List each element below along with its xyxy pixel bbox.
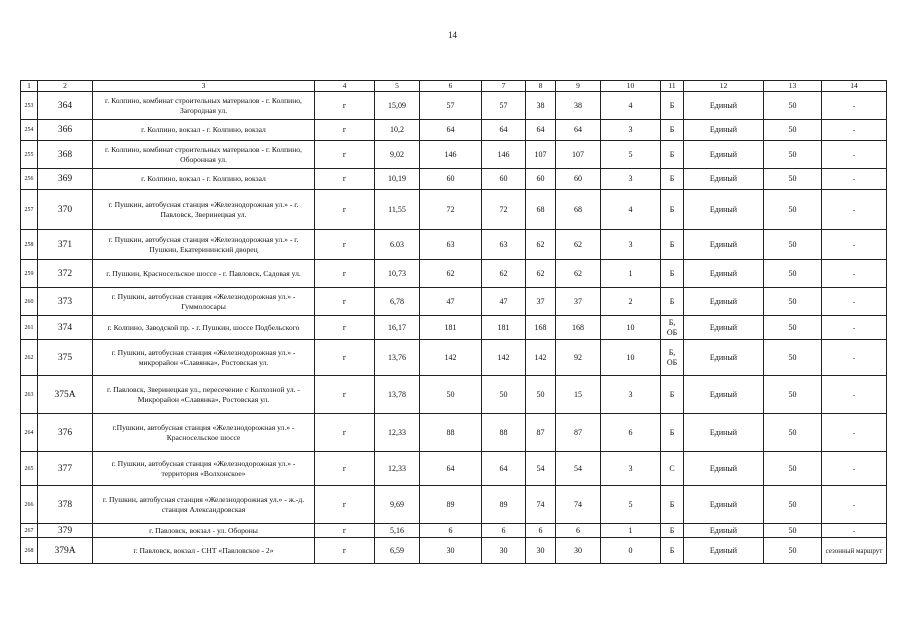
col13-cell: 50 xyxy=(764,190,822,230)
length-km-cell: 5,16 xyxy=(375,524,420,538)
route-number-cell: 375 xyxy=(38,340,93,376)
route-path-cell: г. Пушкин, Красносельское шоссе - г. Павловск, Садовая ул. xyxy=(93,260,315,288)
table-row xyxy=(21,120,887,141)
row-index-cell: 256 xyxy=(21,169,38,190)
col13-cell: 50 xyxy=(764,376,822,414)
col8-cell: 168 xyxy=(526,316,556,340)
route-path-cell: г. Павловск, вокзал - ул. Обороны xyxy=(93,524,315,538)
tariff-cell: Единый xyxy=(684,190,764,230)
table-row xyxy=(21,376,887,414)
col9-cell: 87 xyxy=(556,414,601,452)
col8-cell: 50 xyxy=(526,376,556,414)
route-path-cell: г. Колпино, комбинат строительных материалов - г. Колпино, Загородная ул. xyxy=(93,92,315,120)
col7-cell: 30 xyxy=(482,538,526,564)
col6-cell: 72 xyxy=(420,190,482,230)
col13-cell: 50 xyxy=(764,120,822,141)
route-type-cell: г xyxy=(315,230,375,260)
col9-cell: 107 xyxy=(556,141,601,169)
row-index-cell: 259 xyxy=(21,260,38,288)
col7-cell: 64 xyxy=(482,452,526,486)
col13-cell: 50 xyxy=(764,486,822,524)
vehicle-class-cell: Б xyxy=(661,376,684,414)
row-index-cell: 266 xyxy=(21,486,38,524)
col13-cell: 50 xyxy=(764,288,822,316)
col8-cell: 37 xyxy=(526,288,556,316)
col8-cell: 142 xyxy=(526,340,556,376)
table-row xyxy=(21,141,887,169)
vehicle-class-cell: Б, ОБ xyxy=(661,316,684,340)
route-type-cell: г xyxy=(315,288,375,316)
length-km-cell: 6,59 xyxy=(375,538,420,564)
route-path-cell: г. Колпино, Заводской пр. - г. Пушкин, шоссе Подбельского xyxy=(93,316,315,340)
tariff-cell: Единый xyxy=(684,120,764,141)
col13-cell: 50 xyxy=(764,316,822,340)
column-header: 2 xyxy=(38,81,93,92)
table-row xyxy=(21,524,887,538)
vehicle-class-cell: Б xyxy=(661,524,684,538)
tariff-cell: Единый xyxy=(684,486,764,524)
row-index-cell: 265 xyxy=(21,452,38,486)
route-path-cell: г. Пушкин, автобусная станция «Железнодорожная ул.» - г. Пушкин, Екатерининский дворец xyxy=(93,230,315,260)
col9-cell: 68 xyxy=(556,190,601,230)
tariff-cell: Единый xyxy=(684,230,764,260)
column-header: 7 xyxy=(482,81,526,92)
route-path-cell: г. Колпино, комбинат строительных материалов - г. Колпино, Оборонная ул. xyxy=(93,141,315,169)
table-row xyxy=(21,230,887,260)
col8-cell: 107 xyxy=(526,141,556,169)
length-km-cell: 6,78 xyxy=(375,288,420,316)
col7-cell: 64 xyxy=(482,120,526,141)
route-type-cell: г xyxy=(315,524,375,538)
vehicle-class-cell: Б xyxy=(661,120,684,141)
col9-cell: 92 xyxy=(556,340,601,376)
col7-cell: 47 xyxy=(482,288,526,316)
col13-cell: 50 xyxy=(764,141,822,169)
col6-cell: 64 xyxy=(420,120,482,141)
col9-cell: 168 xyxy=(556,316,601,340)
notes-cell: сезонный маршрут xyxy=(822,538,887,564)
col7-cell: 88 xyxy=(482,414,526,452)
route-path-cell: г. Павловск, Зверинецкая ул., пересечение с Колхозной ул. - Микрорайон «Славянка», Ростовская ул. xyxy=(93,376,315,414)
col9-cell: 15 xyxy=(556,376,601,414)
notes-cell: - xyxy=(822,190,887,230)
route-path-cell: г. Колпино, вокзал - г. Колпино, вокзал xyxy=(93,120,315,141)
tariff-cell: Единый xyxy=(684,316,764,340)
page-number: 14 xyxy=(448,30,457,40)
route-type-cell: г xyxy=(315,340,375,376)
col6-cell: 6 xyxy=(420,524,482,538)
route-type-cell: г xyxy=(315,376,375,414)
table-row xyxy=(21,316,887,340)
col7-cell: 142 xyxy=(482,340,526,376)
col10-cell: 10 xyxy=(601,340,661,376)
tariff-cell: Единый xyxy=(684,92,764,120)
notes-cell: - xyxy=(822,414,887,452)
route-path-cell: г. Пушкин, автобусная станция «Железнодорожная ул.» - микрорайон «Славянка», Ростовская ул. xyxy=(93,340,315,376)
col8-cell: 62 xyxy=(526,230,556,260)
vehicle-class-cell: Б, ОБ xyxy=(661,340,684,376)
length-km-cell: 11,55 xyxy=(375,190,420,230)
col10-cell: 3 xyxy=(601,169,661,190)
tariff-cell: Единый xyxy=(684,538,764,564)
route-number-cell: 379 xyxy=(38,524,93,538)
routes-table xyxy=(20,80,887,564)
col13-cell: 50 xyxy=(764,452,822,486)
notes-cell: - xyxy=(822,141,887,169)
notes-cell: - xyxy=(822,288,887,316)
route-type-cell: г xyxy=(315,316,375,340)
col7-cell: 57 xyxy=(482,92,526,120)
route-number-cell: 370 xyxy=(38,190,93,230)
table-row xyxy=(21,486,887,524)
col9-cell: 62 xyxy=(556,230,601,260)
route-number-cell: 375А xyxy=(38,376,93,414)
col6-cell: 60 xyxy=(420,169,482,190)
table-row xyxy=(21,260,887,288)
col8-cell: 6 xyxy=(526,524,556,538)
col9-cell: 60 xyxy=(556,169,601,190)
vehicle-class-cell: Б xyxy=(661,230,684,260)
length-km-cell: 10,73 xyxy=(375,260,420,288)
col9-cell: 38 xyxy=(556,92,601,120)
col6-cell: 142 xyxy=(420,340,482,376)
vehicle-class-cell: С xyxy=(661,452,684,486)
tariff-cell: Единый xyxy=(684,288,764,316)
column-header: 4 xyxy=(315,81,375,92)
col10-cell: 3 xyxy=(601,120,661,141)
col8-cell: 60 xyxy=(526,169,556,190)
route-type-cell: г xyxy=(315,538,375,564)
col8-cell: 74 xyxy=(526,486,556,524)
col7-cell: 6 xyxy=(482,524,526,538)
column-header: 5 xyxy=(375,81,420,92)
length-km-cell: 6.03 xyxy=(375,230,420,260)
route-type-cell: г xyxy=(315,169,375,190)
col6-cell: 62 xyxy=(420,260,482,288)
col8-cell: 38 xyxy=(526,92,556,120)
col10-cell: 10 xyxy=(601,316,661,340)
route-number-cell: 379А xyxy=(38,538,93,564)
vehicle-class-cell: Б xyxy=(661,288,684,316)
length-km-cell: 15,09 xyxy=(375,92,420,120)
col8-cell: 30 xyxy=(526,538,556,564)
column-header: 11 xyxy=(661,81,684,92)
vehicle-class-cell: Б xyxy=(661,92,684,120)
table-row xyxy=(21,340,887,376)
route-path-cell: г. Пушкин, автобусная станция «Железнодорожная ул.» - Гуммолосары xyxy=(93,288,315,316)
col6-cell: 181 xyxy=(420,316,482,340)
route-type-cell: г xyxy=(315,486,375,524)
column-header: 12 xyxy=(684,81,764,92)
col9-cell: 6 xyxy=(556,524,601,538)
vehicle-class-cell: Б xyxy=(661,141,684,169)
col8-cell: 62 xyxy=(526,260,556,288)
tariff-cell: Единый xyxy=(684,414,764,452)
col10-cell: 6 xyxy=(601,414,661,452)
length-km-cell: 10,19 xyxy=(375,169,420,190)
length-km-cell: 16,17 xyxy=(375,316,420,340)
col10-cell: 4 xyxy=(601,190,661,230)
col7-cell: 146 xyxy=(482,141,526,169)
col10-cell: 4 xyxy=(601,92,661,120)
table-row xyxy=(21,169,887,190)
route-number-cell: 376 xyxy=(38,414,93,452)
route-number-cell: 374 xyxy=(38,316,93,340)
col6-cell: 30 xyxy=(420,538,482,564)
tariff-cell: Единый xyxy=(684,169,764,190)
length-km-cell: 12,33 xyxy=(375,414,420,452)
length-km-cell: 13,76 xyxy=(375,340,420,376)
col7-cell: 89 xyxy=(482,486,526,524)
column-header: 10 xyxy=(601,81,661,92)
table-row xyxy=(21,538,887,564)
table-row xyxy=(21,452,887,486)
col10-cell: 0 xyxy=(601,538,661,564)
notes-cell: - xyxy=(822,169,887,190)
table-row xyxy=(21,190,887,230)
tariff-cell: Единый xyxy=(684,260,764,288)
header-row xyxy=(21,81,887,92)
col8-cell: 87 xyxy=(526,414,556,452)
col9-cell: 62 xyxy=(556,260,601,288)
col6-cell: 63 xyxy=(420,230,482,260)
notes-cell: - xyxy=(822,376,887,414)
tariff-cell: Единый xyxy=(684,452,764,486)
route-path-cell: г. Пушкин, автобусная станция «Железнодорожная ул.» - территория «Волхонское» xyxy=(93,452,315,486)
column-header: 14 xyxy=(822,81,887,92)
notes-cell: - xyxy=(822,524,887,538)
route-path-cell: г.Пушкин, автобусная станция «Железнодорожная ул.» - Красносельское шоссе xyxy=(93,414,315,452)
col13-cell: 50 xyxy=(764,340,822,376)
route-number-cell: 369 xyxy=(38,169,93,190)
col10-cell: 5 xyxy=(601,486,661,524)
col10-cell: 2 xyxy=(601,288,661,316)
notes-cell: - xyxy=(822,260,887,288)
vehicle-class-cell: Б xyxy=(661,260,684,288)
col7-cell: 62 xyxy=(482,260,526,288)
route-type-cell: г xyxy=(315,190,375,230)
row-index-cell: 263 xyxy=(21,376,38,414)
column-header: 6 xyxy=(420,81,482,92)
col9-cell: 30 xyxy=(556,538,601,564)
vehicle-class-cell: Б xyxy=(661,538,684,564)
tariff-cell: Единый xyxy=(684,524,764,538)
route-path-cell: г. Пушкин, автобусная станция «Железнодорожная ул.» - г. Павловск, Зверинецкая ул. xyxy=(93,190,315,230)
col8-cell: 54 xyxy=(526,452,556,486)
col9-cell: 74 xyxy=(556,486,601,524)
col8-cell: 68 xyxy=(526,190,556,230)
route-number-cell: 378 xyxy=(38,486,93,524)
col13-cell: 50 xyxy=(764,538,822,564)
col13-cell: 50 xyxy=(764,169,822,190)
route-type-cell: г xyxy=(315,452,375,486)
notes-cell: - xyxy=(822,340,887,376)
col6-cell: 89 xyxy=(420,486,482,524)
col6-cell: 146 xyxy=(420,141,482,169)
column-header: 1 xyxy=(21,81,38,92)
length-km-cell: 9,69 xyxy=(375,486,420,524)
col7-cell: 50 xyxy=(482,376,526,414)
col13-cell: 50 xyxy=(764,260,822,288)
route-path-cell: г. Павловск, вокзал - СНТ «Павловское - 2» xyxy=(93,538,315,564)
table-row xyxy=(21,288,887,316)
col10-cell: 3 xyxy=(601,452,661,486)
column-header: 3 xyxy=(93,81,315,92)
length-km-cell: 10,2 xyxy=(375,120,420,141)
col9-cell: 37 xyxy=(556,288,601,316)
col10-cell: 1 xyxy=(601,524,661,538)
vehicle-class-cell: Б xyxy=(661,190,684,230)
row-index-cell: 257 xyxy=(21,190,38,230)
col8-cell: 64 xyxy=(526,120,556,141)
col10-cell: 3 xyxy=(601,376,661,414)
col13-cell: 50 xyxy=(764,524,822,538)
notes-cell: - xyxy=(822,230,887,260)
row-index-cell: 260 xyxy=(21,288,38,316)
tariff-cell: Единый xyxy=(684,340,764,376)
col6-cell: 50 xyxy=(420,376,482,414)
vehicle-class-cell: Б xyxy=(661,169,684,190)
col10-cell: 1 xyxy=(601,260,661,288)
route-type-cell: г xyxy=(315,141,375,169)
row-index-cell: 261 xyxy=(21,316,38,340)
col6-cell: 88 xyxy=(420,414,482,452)
notes-cell: - xyxy=(822,120,887,141)
table-row xyxy=(21,92,887,120)
length-km-cell: 13,78 xyxy=(375,376,420,414)
col7-cell: 72 xyxy=(482,190,526,230)
col6-cell: 57 xyxy=(420,92,482,120)
notes-cell: - xyxy=(822,452,887,486)
tariff-cell: Единый xyxy=(684,141,764,169)
route-number-cell: 364 xyxy=(38,92,93,120)
vehicle-class-cell: Б xyxy=(661,414,684,452)
col10-cell: 3 xyxy=(601,230,661,260)
route-type-cell: г xyxy=(315,260,375,288)
row-index-cell: 258 xyxy=(21,230,38,260)
col13-cell: 50 xyxy=(764,414,822,452)
column-header: 8 xyxy=(526,81,556,92)
col6-cell: 64 xyxy=(420,452,482,486)
route-number-cell: 373 xyxy=(38,288,93,316)
column-header: 13 xyxy=(764,81,822,92)
route-path-cell: г. Колпино, вокзал - г. Колпино, вокзал xyxy=(93,169,315,190)
route-number-cell: 371 xyxy=(38,230,93,260)
row-index-cell: 255 xyxy=(21,141,38,169)
length-km-cell: 9,02 xyxy=(375,141,420,169)
col10-cell: 5 xyxy=(601,141,661,169)
col13-cell: 50 xyxy=(764,230,822,260)
row-index-cell: 254 xyxy=(21,120,38,141)
row-index-cell: 262 xyxy=(21,340,38,376)
route-number-cell: 372 xyxy=(38,260,93,288)
notes-cell: - xyxy=(822,316,887,340)
route-type-cell: г xyxy=(315,120,375,141)
route-type-cell: г xyxy=(315,414,375,452)
length-km-cell: 12,33 xyxy=(375,452,420,486)
route-number-cell: 377 xyxy=(38,452,93,486)
col6-cell: 47 xyxy=(420,288,482,316)
row-index-cell: 267 xyxy=(21,524,38,538)
tariff-cell: Единый xyxy=(684,376,764,414)
column-header: 9 xyxy=(556,81,601,92)
notes-cell: - xyxy=(822,92,887,120)
col7-cell: 63 xyxy=(482,230,526,260)
row-index-cell: 264 xyxy=(21,414,38,452)
table-row xyxy=(21,414,887,452)
row-index-cell: 268 xyxy=(21,538,38,564)
route-number-cell: 368 xyxy=(38,141,93,169)
col9-cell: 64 xyxy=(556,120,601,141)
col7-cell: 181 xyxy=(482,316,526,340)
row-index-cell: 253 xyxy=(21,92,38,120)
route-path-cell: г. Пушкин, автобусная станция «Железнодорожная ул.» - ж.-д. станция Александровская xyxy=(93,486,315,524)
col7-cell: 60 xyxy=(482,169,526,190)
route-number-cell: 366 xyxy=(38,120,93,141)
route-type-cell: г xyxy=(315,92,375,120)
col13-cell: 50 xyxy=(764,92,822,120)
col9-cell: 54 xyxy=(556,452,601,486)
vehicle-class-cell: Б xyxy=(661,486,684,524)
notes-cell: - xyxy=(822,486,887,524)
